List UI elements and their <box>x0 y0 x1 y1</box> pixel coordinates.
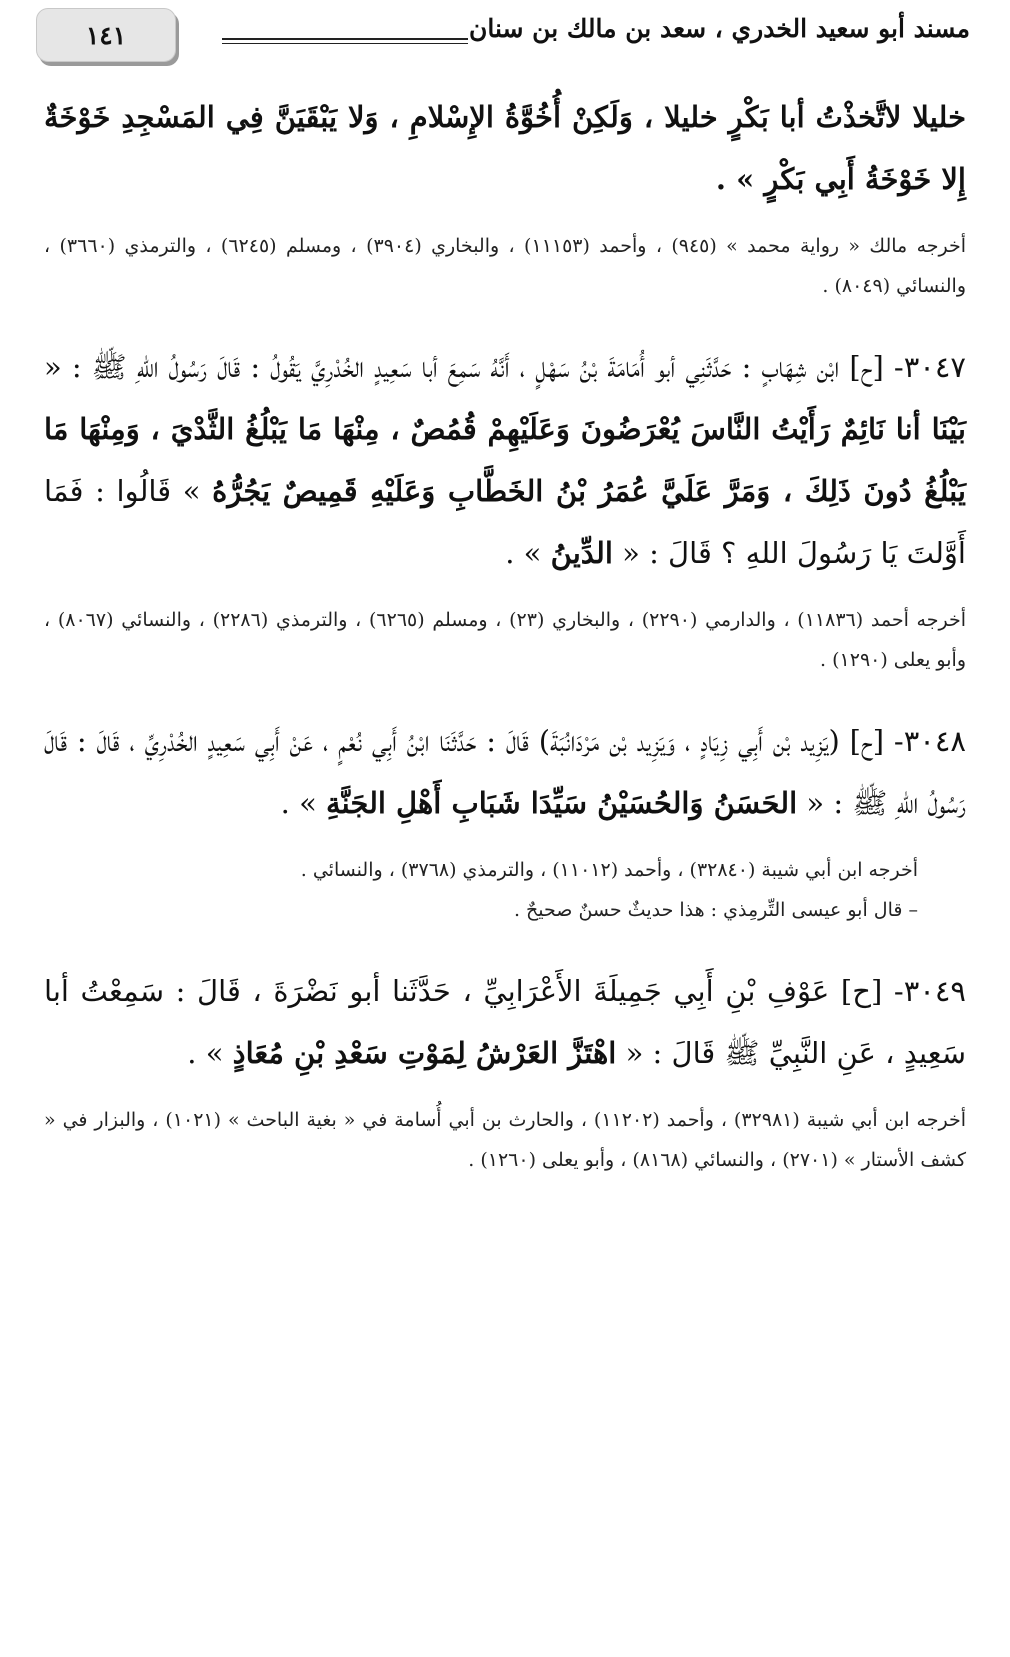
hadith-isnad: [ح] (يَزِيد بْن أَبِي زِيَادٍ ، وَيَزِيد بْن مَرْدَانُبَةَ) قَالَ : حَدَّثَنَا ابْنُ أَبِي نُعْمٍ ، عَنْ أَبِي سَعِيدٍ الخُدْرِيِّ ، قَالَ : قَالَ رَسُولُ اللهِ ﷺ : « <box>44 724 966 820</box>
hadith-3048-takhrij: أخرجه ابن أبي شيبة (٣٢٨٤٠) ، وأحمد (١١٠١٢) ، والترمذي (٣٧٦٨) ، والنسائي . <box>300 859 918 881</box>
hadith-dialogue: » قَالُوا : فَمَا أَوَّلتَ يَا رَسُولَ اللهِ ؟ قَالَ : « <box>44 474 966 570</box>
hadith-3048 <box>44 710 966 834</box>
hadith-3047-takhrij: أخرجه أحمد (١١٨٣٦) ، والدارمي (٢٢٩٠) ، والبخاري (٢٣) ، ومسلم (٦٢٦٥) ، والترمذي (٢٢٨٦) ، والنسائي (٨٠٦٧) ، وأبو يعلى (١٢٩٠) . <box>44 609 966 671</box>
hadith-number: ٣٠٤٧- <box>893 350 967 384</box>
hadith-end: » . <box>505 536 542 570</box>
page-number-badge <box>36 8 176 62</box>
hadith-3049 <box>44 960 966 1084</box>
hadith-3047 <box>44 336 966 584</box>
hadith-end: » . <box>280 786 317 820</box>
continuation-matn: خليلا لاتَّخذْتُ أبا بَكْرٍ خليلا ، وَلَكِنْ أُخُوَّةُ الإِسْلامِ ، وَلا يَبْقَيَنَّ فِي المَسْجِدِ خَوْخَةٌ إِلا خَوْخَةُ أَبِي بَكْرٍ » . <box>44 100 966 196</box>
hadith-isnad: [ح] ابْن شِهَابٍ : حَدَّثَنِي أبو أُمَامَةَ بْنُ سَهْلٍ ، أَنَّهُ سَمِعَ أبا سَعِيدٍ الخُدْرِيَّ يَقُولُ : قَالَ رَسُولُ اللهِ ﷺ : « <box>44 350 884 384</box>
hadith-matn: الحَسَنُ وَالحُسَيْنُ سَيِّدَا شَبَابِ أَهْلِ الجَنَّةِ <box>326 786 798 820</box>
hadith-end: » . <box>187 1036 224 1070</box>
hadith-matn-answer: الدِّينُ <box>550 536 613 570</box>
hadith-isnad: [ح] عَوْفِ بْنِ أَبِي جَمِيلَةَ الأَعْرَابِيِّ ، حَدَّثَنا أبو نَضْرَةَ ، قَالَ : سَمِعْتُ أبا سَعِيدٍ ، عَنِ النَّبِيِّ ﷺ قَالَ : « <box>44 974 966 1070</box>
continuation-takhrij: أخرجه مالك « رواية محمد » (٩٤٥) ، وأحمد (١١١٥٣) ، والبخاري (٣٩٠٤) ، ومسلم (٦٢٤٥) ، والترمذي (٣٦٦٠) ، والنسائي (٨٠٤٩) . <box>44 235 967 297</box>
running-title: مسند أبو سعيد الخدري ، سعد بن مالك بن سنان <box>469 14 970 43</box>
running-header <box>36 8 970 64</box>
page-number: ١٤١ <box>85 20 127 50</box>
hadith-number: ٣٠٤٨- <box>893 724 966 758</box>
hadith-3048-grading: – قال أبو عيسى التِّرمِذي : هذا حديثٌ حسنٌ صحيحٌ . <box>513 899 918 921</box>
hadith-matn: اهْتَزَّ العَرْشُ لِمَوْتِ سَعْدِ بْنِ مُعَاذٍ <box>232 1036 617 1070</box>
hadith-number: ٣٠٤٩- <box>893 974 967 1008</box>
hadith-3049-takhrij: أخرجه ابن أبي شيبة (٣٢٩٨١) ، وأحمد (١١٢٠٢) ، والحارث بن أبي أُسامة في « بغية الباحث » (١٠٢١) ، والبزار في « كشف الأستار » (٢٧٠١) ، والنسائي (٨١٦٨) ، وأبو يعلى (١٢٦٠) . <box>44 1109 966 1171</box>
header-rule <box>222 38 468 44</box>
hadith-matn: بَيْنَا أنا نَائِمٌ رَأَيْتُ النَّاسَ يُعْرَضُونَ وَعَلَيْهِمْ قُمُصٌ ، مِنْهَا مَا يَبْلُغُ الثَّدْيَ ، وَمِنْهَا مَا يَبْلُغُ دُونَ ذَلِكَ ، وَمَرَّ عَلَيَّ عُمَرُ بْنُ الخَطَّابِ وَعَلَيْهِ قَمِيصٌ يَجُرُّهُ <box>44 412 967 508</box>
page-body <box>44 86 966 1180</box>
